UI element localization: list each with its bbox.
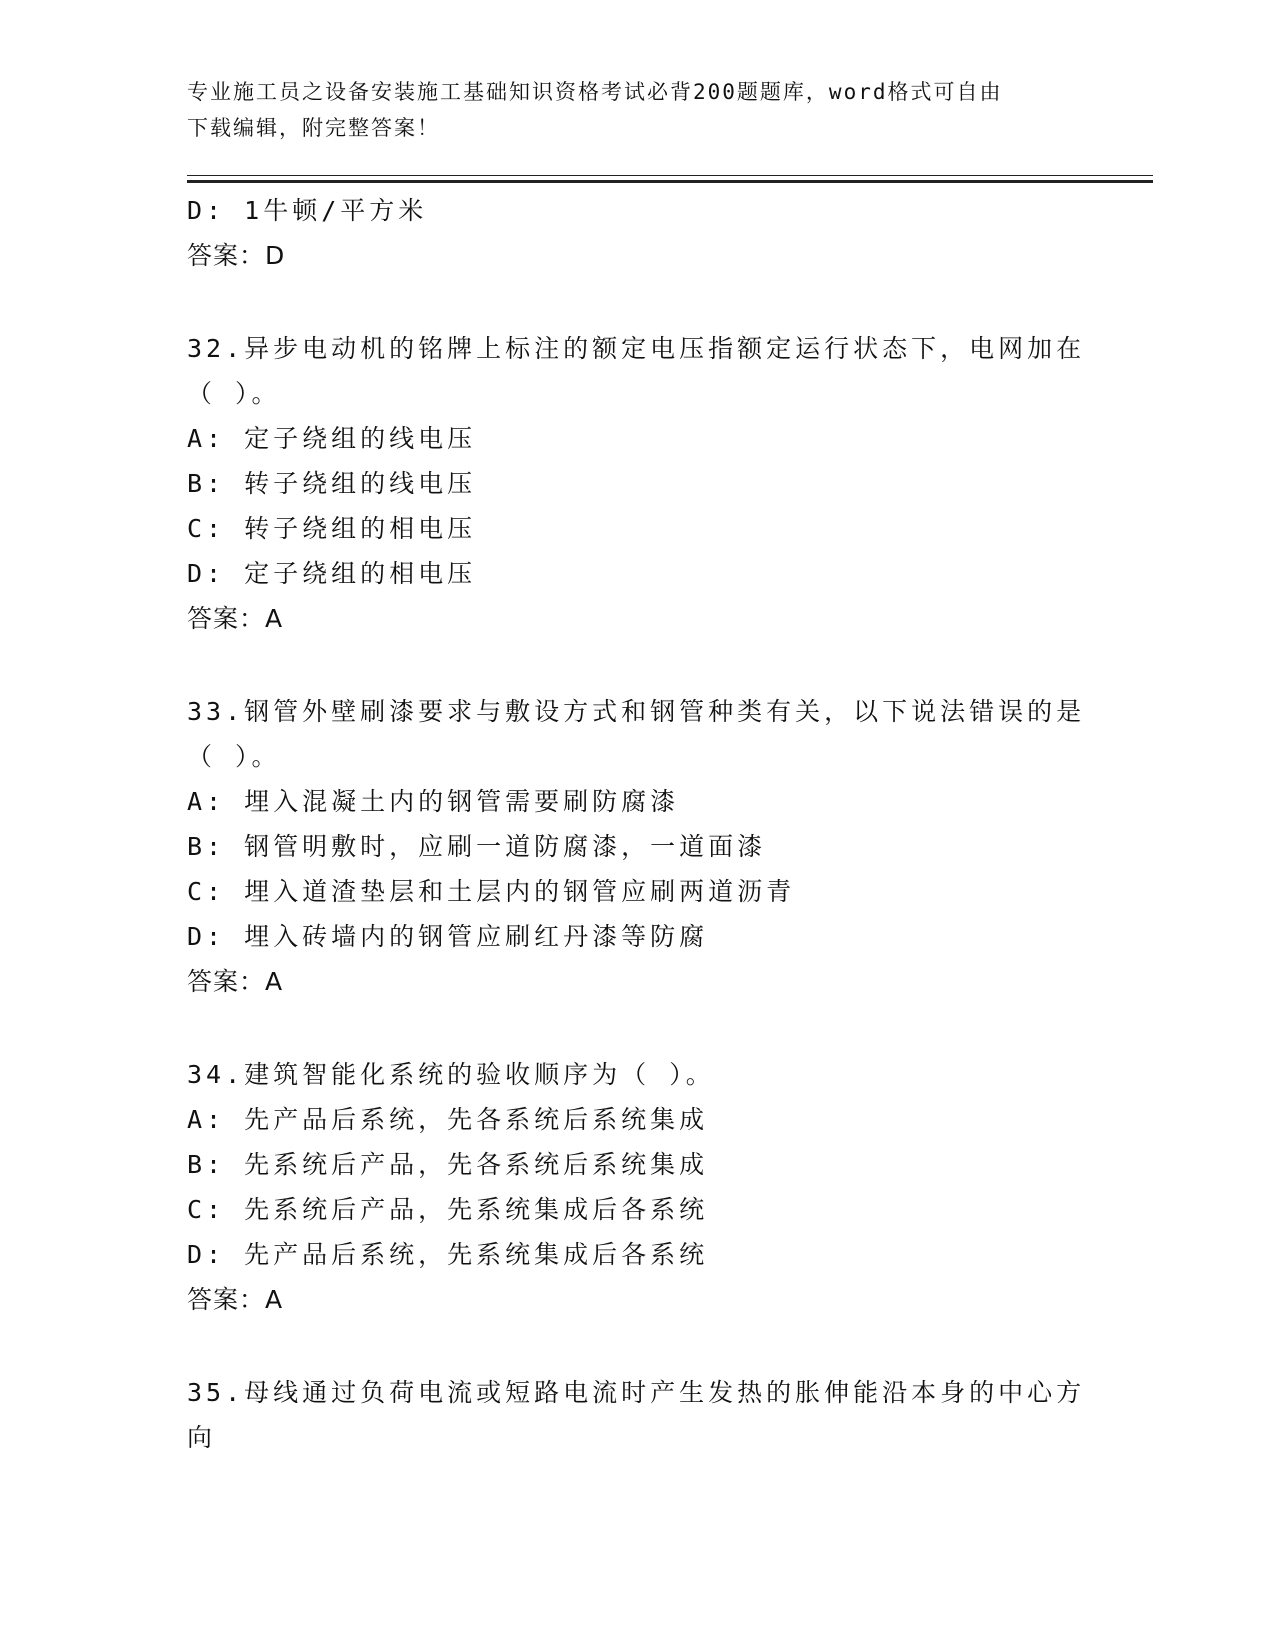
question-stem-continued: （ ）。 xyxy=(187,742,281,771)
question-31-tail xyxy=(187,188,1087,278)
header-divider-thin xyxy=(187,175,1153,176)
question-stem-continued: （ ）。 xyxy=(187,379,281,408)
option-c: C: 埋入道渣垫层和土层内的钢管应刷两道沥青 xyxy=(187,877,796,906)
answer-line: 答案：A xyxy=(187,967,284,996)
option-c: C: 转子绕组的相电压 xyxy=(187,514,477,543)
option-a: A: 埋入混凝土内的钢管需要刷防腐漆 xyxy=(187,787,680,816)
option-a: A: 定子绕组的线电压 xyxy=(187,424,477,453)
question-stem-continued: 向 xyxy=(187,1423,217,1452)
question-gap xyxy=(187,278,1087,326)
question-gap xyxy=(187,1004,1087,1052)
header-divider-thick xyxy=(187,180,1153,183)
document-header xyxy=(187,74,1087,146)
option-b: B: 钢管明敷时，应刷一道防腐漆，一道面漆 xyxy=(187,832,767,861)
question-gap xyxy=(187,1322,1087,1370)
question-33 xyxy=(187,689,1087,1004)
question-stem: 35.母线通过负荷电流或短路电流时产生发热的胀伸能沿本身的中心方 xyxy=(187,1378,1086,1407)
question-gap xyxy=(187,641,1087,689)
option-d: D: 先产品后系统，先系统集成后各系统 xyxy=(187,1240,709,1269)
answer-line: 答案：A xyxy=(187,604,284,633)
option-d: D: 1牛顿/平方米 xyxy=(187,196,428,225)
question-32 xyxy=(187,326,1087,641)
question-35 xyxy=(187,1370,1087,1460)
option-b: B: 转子绕组的线电压 xyxy=(187,469,477,498)
header-line-1: 专业施工员之设备安装施工基础知识资格考试必背200题题库，word格式可自由 xyxy=(187,80,1003,104)
option-d: D: 埋入砖墙内的钢管应刷红丹漆等防腐 xyxy=(187,922,709,951)
answer-line: 答案：D xyxy=(187,241,286,270)
question-34 xyxy=(187,1052,1087,1322)
question-stem: 32.异步电动机的铭牌上标注的额定电压指额定运行状态下，电网加在 xyxy=(187,334,1086,363)
option-d: D: 定子绕组的相电压 xyxy=(187,559,477,588)
question-list xyxy=(187,188,1087,1460)
question-stem: 33.钢管外壁刷漆要求与敷设方式和钢管种类有关，以下说法错误的是 xyxy=(187,697,1086,726)
answer-line: 答案：A xyxy=(187,1285,284,1314)
option-c: C: 先系统后产品，先系统集成后各系统 xyxy=(187,1195,709,1224)
header-line-2: 下载编辑，附完整答案！ xyxy=(187,116,440,140)
question-stem: 34.建筑智能化系统的验收顺序为（ ）。 xyxy=(187,1060,715,1089)
option-b: B: 先系统后产品，先各系统后系统集成 xyxy=(187,1150,709,1179)
option-a: A: 先产品后系统，先各系统后系统集成 xyxy=(187,1105,709,1134)
